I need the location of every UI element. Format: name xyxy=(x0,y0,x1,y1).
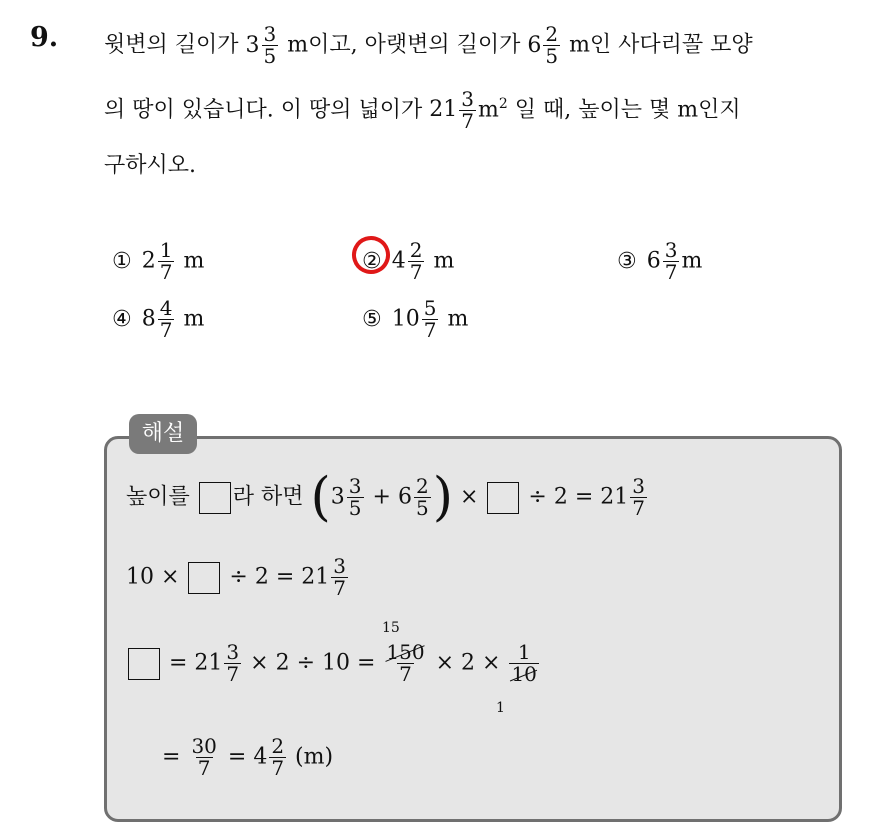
whole-part: 6 xyxy=(646,248,661,274)
numerator: 2 xyxy=(271,734,285,758)
denominator: 7 xyxy=(409,260,423,284)
numerator: 3 xyxy=(632,474,645,498)
area-value xyxy=(429,86,478,133)
option-3[interactable] xyxy=(617,240,702,283)
solution-line-2 xyxy=(126,556,350,599)
fraction xyxy=(543,24,560,67)
numerator: 3 xyxy=(333,554,346,578)
denominator: 5 xyxy=(545,44,559,68)
struck-numerator: 150 xyxy=(386,640,425,664)
numerator: 1 xyxy=(159,238,173,262)
numerator: 3 xyxy=(664,238,678,262)
whole-part: 3 xyxy=(330,484,345,510)
numerator: 3 xyxy=(263,22,277,46)
question-text: 윗변의 길이가 xyxy=(104,32,246,58)
denominator: 5 xyxy=(415,496,429,520)
fraction xyxy=(384,642,426,685)
question-text: m이고, 아랫변의 길이가 xyxy=(280,32,528,58)
fraction xyxy=(509,642,538,685)
fraction xyxy=(262,24,279,67)
numerator: 2 xyxy=(409,238,423,262)
struck-denominator: 10 xyxy=(511,662,537,686)
numerator: 30 xyxy=(191,734,217,758)
solution-text: × 2 ÷ 10 = xyxy=(243,650,383,676)
plus-sign: + xyxy=(365,484,398,510)
denominator: 7 xyxy=(159,318,173,342)
blank-box xyxy=(188,562,220,594)
numerator: 2 xyxy=(545,22,559,46)
unit: (m) xyxy=(288,744,334,770)
question-line-3: 구하시오. xyxy=(104,153,197,178)
option-number: ⑤ xyxy=(362,306,382,332)
close-paren: ) xyxy=(432,467,453,528)
option-number: ② xyxy=(362,248,382,274)
reduced-numerator: 15 xyxy=(382,620,400,636)
times-sign: × xyxy=(452,484,486,510)
option-4[interactable] xyxy=(112,298,204,341)
solution-text: ÷ 2 = xyxy=(521,484,601,510)
numerator: 1 xyxy=(517,640,531,664)
solution-text: = xyxy=(162,650,195,676)
whole-part: 10 xyxy=(391,306,420,332)
fraction xyxy=(158,240,175,283)
unit: m xyxy=(681,248,703,274)
question-text: 의 땅이 있습니다. 이 땅의 넓이가 xyxy=(104,97,430,123)
blank-box xyxy=(199,482,231,514)
option-number: ① xyxy=(112,248,132,274)
solution-line-1 xyxy=(126,467,649,528)
exponent: 2 xyxy=(498,96,508,112)
denominator: 5 xyxy=(348,496,362,520)
whole-part: 6 xyxy=(397,484,412,510)
whole-part: 3 xyxy=(245,32,260,58)
whole-part: 2 xyxy=(141,248,156,274)
upper-base-length xyxy=(245,22,281,68)
solution-text: 높이를 xyxy=(126,484,197,510)
whole-part: 4 xyxy=(391,248,406,274)
question-number: 9. xyxy=(30,22,59,53)
question-line-1 xyxy=(104,24,753,67)
whole-part: 6 xyxy=(527,32,542,58)
denominator: 7 xyxy=(664,260,678,284)
unit: m xyxy=(183,248,205,274)
unit: m xyxy=(433,248,455,274)
whole-part: 21 xyxy=(600,484,629,510)
unit: m xyxy=(447,306,469,332)
fraction xyxy=(414,476,431,519)
denominator: 7 xyxy=(271,756,285,780)
fraction xyxy=(630,476,647,519)
fraction xyxy=(269,736,286,779)
fraction xyxy=(459,86,476,133)
solution-line-3 xyxy=(126,642,541,685)
denominator: 7 xyxy=(461,108,474,133)
lower-base-length xyxy=(527,22,562,68)
unit: m xyxy=(183,306,205,332)
whole-part: 21 xyxy=(194,650,223,676)
whole-part: 8 xyxy=(141,306,156,332)
reduced-denominator: 1 xyxy=(496,700,505,716)
option-5[interactable] xyxy=(362,298,468,341)
open-paren: ( xyxy=(310,467,331,528)
solution-line-4 xyxy=(162,736,333,779)
denominator xyxy=(509,663,538,685)
numerator: 5 xyxy=(423,296,437,320)
question-text: m인 사다리꼴 모양 xyxy=(562,32,753,58)
denominator: 7 xyxy=(632,496,645,520)
denominator: 7 xyxy=(399,662,412,686)
denominator: 7 xyxy=(423,318,437,342)
option-number: ③ xyxy=(617,248,637,274)
fraction xyxy=(224,642,241,685)
numerator: 3 xyxy=(461,86,474,111)
numerator xyxy=(384,642,426,663)
question-text: 일 때, 높이는 몇 m인지 xyxy=(507,97,741,123)
whole-part: 4 xyxy=(253,744,268,770)
unit: m xyxy=(477,97,499,123)
question-line-2 xyxy=(104,88,741,132)
solution-text: = xyxy=(162,744,188,770)
fraction xyxy=(331,556,348,599)
fraction xyxy=(408,240,425,283)
fraction xyxy=(158,298,175,341)
solution-text: ÷ 2 = xyxy=(222,564,302,590)
denominator: 7 xyxy=(226,662,240,686)
denominator: 7 xyxy=(197,756,211,780)
denominator: 5 xyxy=(263,44,277,68)
fraction xyxy=(422,298,439,341)
option-number: ④ xyxy=(112,306,132,332)
blank-box xyxy=(487,482,519,514)
numerator: 2 xyxy=(415,474,429,498)
numerator: 3 xyxy=(226,640,240,664)
solution-text: = xyxy=(220,744,254,770)
fraction xyxy=(189,736,218,779)
fraction xyxy=(663,240,680,283)
solution-text: 라 하면 xyxy=(232,484,311,510)
fraction xyxy=(347,476,364,519)
whole-part: 21 xyxy=(301,564,330,590)
solution-text: 10 × xyxy=(126,564,187,590)
denominator: 7 xyxy=(159,260,173,284)
solution-text: × 2 × xyxy=(428,650,508,676)
whole-part: 21 xyxy=(429,97,458,123)
numerator: 3 xyxy=(348,474,362,498)
numerator: 4 xyxy=(159,296,173,320)
denominator: 7 xyxy=(333,576,346,600)
option-1[interactable] xyxy=(112,240,204,283)
blank-box xyxy=(128,648,160,680)
solution-tag: 해설 xyxy=(129,414,197,454)
